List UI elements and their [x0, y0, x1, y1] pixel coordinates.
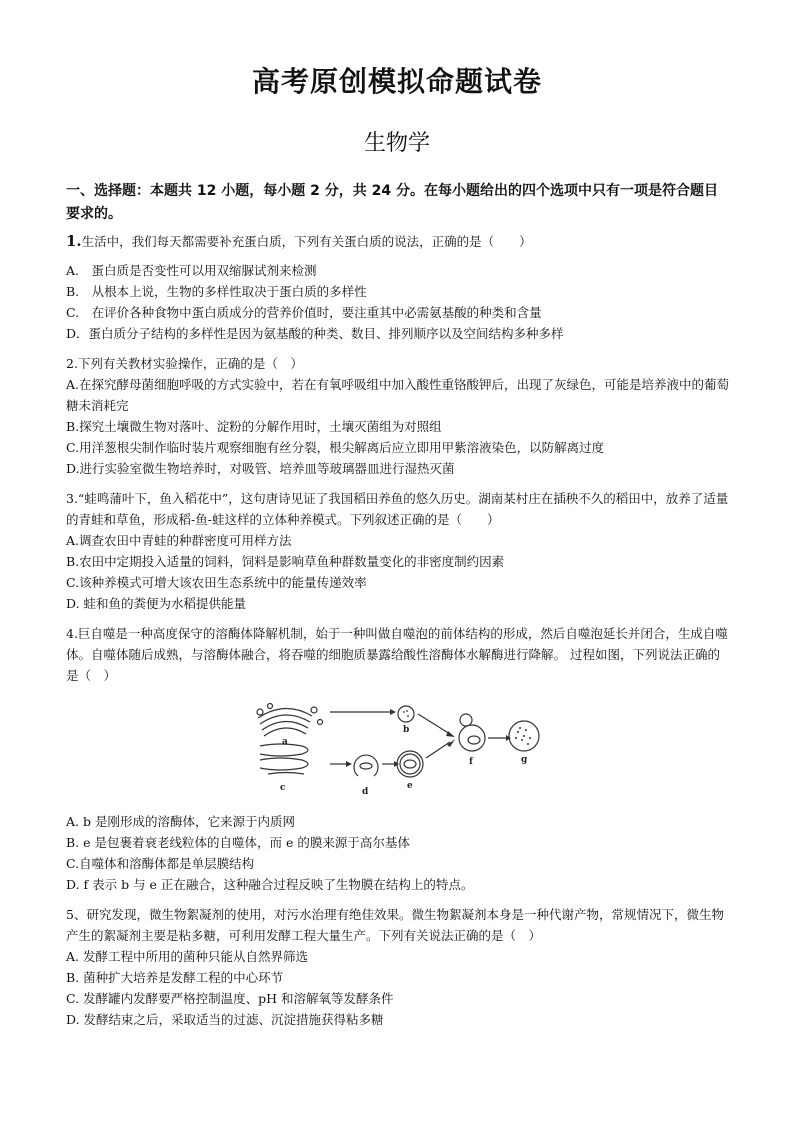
question-stem: 3.“蛙鸣蒲叶下，鱼入稻花中”，这句唐诗见证了我国稻田养鱼的悠久历史。湖南某村庄在插秧不久的稻田中，放养了适量的青蛙和草鱼，形成稻-鱼-蛙这样的立体种养模式。下列叙述正确的是（ ）: [66, 491, 729, 527]
option-c: C. 在评价各种食物中蛋白质成分的营养价值时，要注重其中必需氨基酸的种类和含量: [66, 305, 542, 320]
option-d: D.进行实验室微生物培养时，对吸管、培养皿等玻璃器皿进行湿热灭菌: [66, 461, 455, 476]
option-a: A.在探究酵母菌细胞呼吸的方式实验中，若在有氧呼吸组中加入酸性重铬酸钾后，出现了灰绿色，可能是培养液中的葡萄糖未消耗完: [66, 377, 730, 413]
option-a: A. b 是刚形成的溶酶体，它来源于内质网: [66, 814, 295, 829]
option-b: B. 菌种扩大培养是发酵工程的中心环节: [66, 970, 284, 985]
option-b: B. e 是包裹着衰老线粒体的自噬体，而 e 的膜来源于高尔基体: [66, 835, 410, 850]
label-f: f: [469, 757, 473, 767]
label-a: a: [282, 737, 288, 747]
option-d: D．蛋白质分子结构的多样性是因为氨基酸的种类、数目、排列顺序以及空间结构多种多样: [66, 326, 564, 341]
option-a: A.调查农田中青蛙的种群密度可用样方法: [66, 533, 292, 548]
question-stem: 5、研究发现，微生物絮凝剂的使用，对污水治理有绝佳效果。微生物絮凝剂本身是一种代谢产物，常规情况下，微生物产生的絮凝剂主要是粘多糖，可利用发酵工程大量生产。下列有关说法正确的是（ ）: [66, 907, 724, 943]
option-a: A. 蛋白质是否变性可以用双缩脲试剂来检测: [66, 263, 317, 278]
question-stem: 2.下列有关教材实验操作，正确的是（ ）: [66, 356, 303, 371]
option-a: A. 发酵工程中所用的菌种只能从自然界筛选: [66, 949, 308, 964]
question-1: [66, 231, 730, 252]
question-number: 1.: [66, 232, 82, 250]
question-5: [66, 904, 730, 1030]
page-subtitle: 生物学: [363, 131, 430, 156]
label-g: g: [521, 755, 528, 765]
label-c: c: [280, 783, 286, 793]
question-2: [66, 353, 730, 479]
question-4-options: [66, 811, 730, 895]
option-b: B.探究土壤微生物对落叶、淀粉的分解作用时，土壤灭菌组为对照组: [66, 419, 442, 434]
option-c: C. 发酵罐内发酵要严格控制温度、pH 和溶解氧等发酵条件: [66, 991, 394, 1006]
option-d: D. 发酵结束之后，采取适当的过滤、沉淀措施获得粘多糖: [66, 1012, 384, 1027]
label-d: d: [362, 787, 369, 797]
question-3: [66, 488, 730, 614]
autophagy-diagram: [250, 698, 550, 798]
option-b: B. 从根本上说，生物的多样性取决于蛋白质的多样性: [66, 284, 367, 299]
page-title: 高考原创模拟命题试卷: [251, 65, 542, 98]
option-d: D. 蛙和鱼的粪便为水稻提供能量: [66, 596, 247, 611]
question-stem: 4.巨自噬是一种高度保守的溶酶体降解机制，始于一种叫做自噬泡的前体结构的形成，然后自噬泡延长并闭合，生成自噬体。自噬体随后成熟，与溶酶体融合，将吞噬的细胞质暴露给酸性溶酶体水解酶进行降解。 过程如图，下列说法正确的是（ ）: [66, 626, 728, 683]
option-b: B.农田中定期投入适量的饲料，饲料是影响草鱼种群数量变化的非密度制约因素: [66, 554, 505, 569]
label-b: b: [403, 725, 410, 735]
option-c: C.该种养模式可增大该农田生态系统中的能量传递效率: [66, 575, 367, 590]
option-d: D. f 表示 b 与 e 正在融合，这种融合过程反映了生物膜在结构上的特点。: [66, 877, 474, 892]
section-heading: 一、选择题：本题共 12 小题，每小题 2 分，共 24 分。在每小题给出的四个选项中只有一项是符合题目要求的。: [66, 183, 718, 222]
question-4-stem: [66, 623, 730, 686]
option-c: C.自噬体和溶酶体都是单层膜结构: [66, 856, 255, 871]
option-c: C.用洋葱根尖制作临时装片观察细胞有丝分裂，根尖解离后应立即用甲紫溶液染色，以防解离过度: [66, 440, 605, 455]
question-stem: 1.生活中，我们每天都需要补充蛋白质，下列有关蛋白质的说法，正确的是（ ）: [66, 232, 532, 250]
label-e: e: [407, 781, 413, 791]
question-1-options: [66, 260, 730, 344]
